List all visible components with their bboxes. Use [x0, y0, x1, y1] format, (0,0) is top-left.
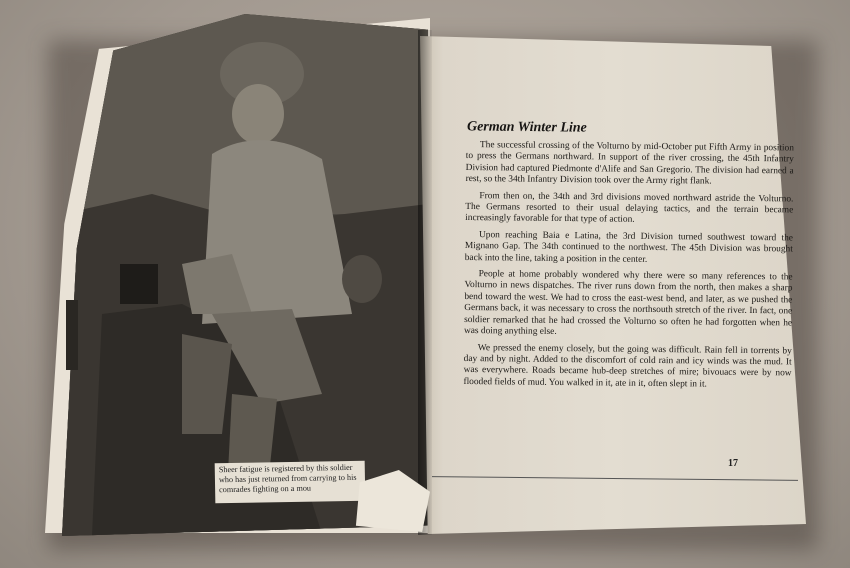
paragraph: The successful crossing of the Volturno by mid-October put Fifth Army in position to press the Germans northward. In support of the river crossing, the 45th Infantry Division had captured Piedmonte d'Alife and San Gregorio. The division had earned a rest, so the 34th Infantry Division took over the Army right flank.	[465, 140, 794, 187]
paragraph: Upon reaching Baia e Latina, the 3rd Division turned southwest toward the Mignano Gap. The 34th continued to the northwest. The 45th Division was brought back into the line, taking a position in the center.	[464, 229, 794, 265]
page-edge-strip	[66, 300, 78, 370]
section-heading: German Winter Line	[466, 119, 587, 136]
soldier-photo-drawing	[62, 14, 428, 536]
page-number: 17	[728, 458, 738, 469]
paragraph: People at home probably wondered why there were so many references to the Volturno in news dispatches. The river runs down from the north, then makes a sharp bend toward the west. We had to cross the east-west bend, and later, as we pushed the Germans back, it was necessary to cross the northsouth stretch of the river. In fact, one soldier remarked that he had crossed the Volturno so often he had forgotten when he was doing anything else.	[463, 269, 793, 338]
soldier-photograph	[62, 14, 428, 536]
paragraph: We pressed the enemy closely, but the going was difficult. Rain fell in torrents by day and by night. Added to the discomfort of cold rain and icy winds was the mud. It was everywhere. Roads became hub-deep stretches of mire; bivouacs were by now flooded fields of mud. You walked in it, ate in it, often slept in it.	[463, 342, 792, 390]
photo-caption: Sheer fatigue is registered by this soldier who has just returned from carrying to his comrades fighting on a mou	[215, 461, 366, 504]
paragraph: From then on, the 34th and 3rd divisions moved northward astride the Volturno. The Germans resorted to their usual delaying tactics, and the terrain became increasingly favorable for that type of action.	[465, 190, 794, 226]
body-text	[463, 140, 794, 397]
book-spine	[418, 30, 432, 535]
